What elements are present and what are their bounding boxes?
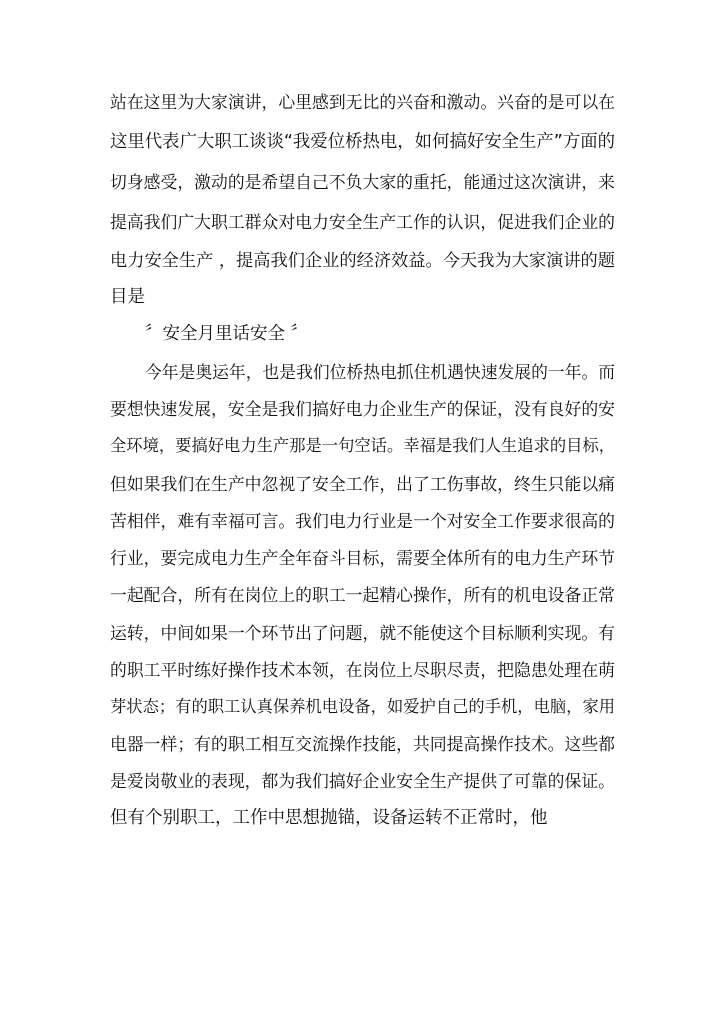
text-line: 目是 [110,287,145,307]
text-line: 运转，中间如果一个环节出了问题，就不能使这个目标顺利实现。有 [110,623,615,643]
text-line: 全环境，要搞好电力生产那是一句空话。幸福是我们人生追求的目标， [110,436,615,455]
text-line: 切身感受，激动的是希望自己不负大家的重托，能通过这次演讲，来 [110,172,615,192]
text-line: 电力安全生产 ，提高我们企业的经济效益。今天我为大家演讲的题 [110,251,615,271]
text-line: 今年是奥运年，也是我们位桥热电抓住机遇快速发展的一年。而 [145,362,615,382]
text-line: 苦相伴，难有幸福可言。我们电力行业是一个对安全工作要求很高的 [110,511,615,531]
text-line: 电器一样；有的职工相互交流操作技能，共同提高操作技术。这些都 [110,734,615,754]
text-line: 行业，要完成电力生产全年奋斗目标，需要全体所有的电力生产环节 [110,548,615,568]
text-line: 芽状态；有的职工认真保养机电设备，如爱护自己的手机，电脑，家用 [110,697,615,716]
text-line: 但有个别职工，工作中思想抛锚，设备运转不正常时，他 [110,808,548,828]
text-line: 但如果我们在生产中忽视了安全工作，出了工伤事故，终生只能以痛 [110,474,615,494]
text-line: 站在这里为大家演讲，心里感到无比的兴奋和激动。兴奋的是可以在 [110,92,615,112]
text-line: 这里代表广大职工谈谈“我爱位桥热电，如何搞好安全生产”方面的 [110,132,615,152]
text-line: 的职工平时练好操作技术本领，在岗位上尽职尽责，把隐患处理在萌 [110,660,615,680]
text-line: 提高我们广大职工群众对电力安全生产工作的认识，促进我们企业的 [110,212,615,232]
text-line: 要想快速发展，安全是我们搞好电力企业生产的保证，没有良好的安 [110,399,615,419]
speech-title: 〞安全月里话安全 〞 [145,324,309,344]
text-line: 是爱岗敬业的表现，都为我们搞好企业安全生产提供了可靠的保证。 [110,771,615,791]
text-line: 一起配合，所有在岗位上的职工一起精心操作，所有的机电设备正常 [110,585,615,605]
